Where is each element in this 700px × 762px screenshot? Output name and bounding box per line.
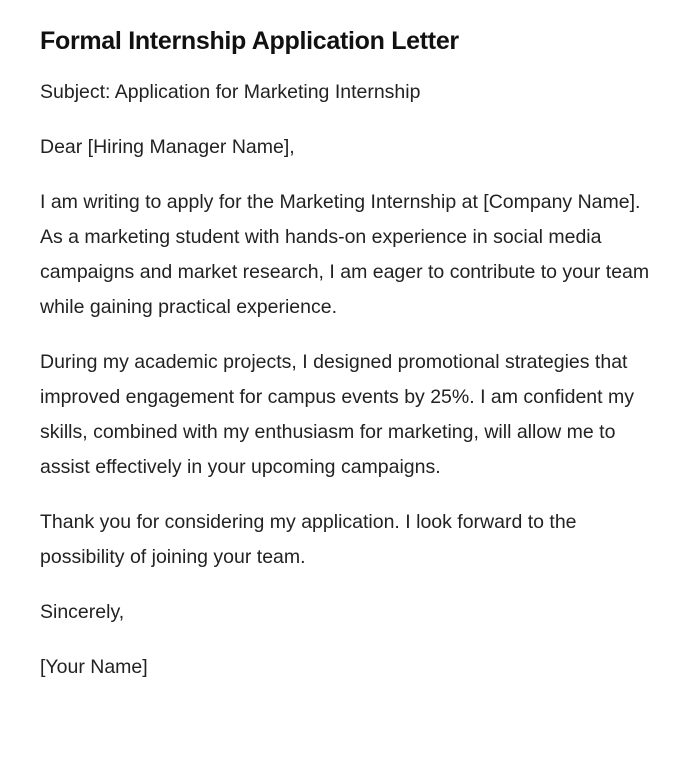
subject-line: Subject: Application for Marketing Internship [40,81,421,103]
letter-title: Formal Internship Application Letter [40,27,459,55]
signature-name: [Your Name] [40,656,148,678]
greeting: Dear [Hiring Manager Name], [40,136,295,158]
body-paragraph-intro: I am writing to apply for the Marketing Internship at [Company Name]. As a marketing student with hands-on experience in social media campaigns and market research, I am eager to contribute to your team while gaining practical experience. [40,191,650,318]
body-paragraph-thanks: Thank you for considering my application. I look forward to the possibility of joining your team. [40,511,577,568]
closing: Sincerely, [40,601,125,623]
body-paragraph-experience: During my academic projects, I designed promotional strategies that improved engagement for campus events by 25%. I am confident my skills, combined with my enthusiasm for marketing, will allow me to assist effectively in your upcoming campaigns. [40,351,634,478]
